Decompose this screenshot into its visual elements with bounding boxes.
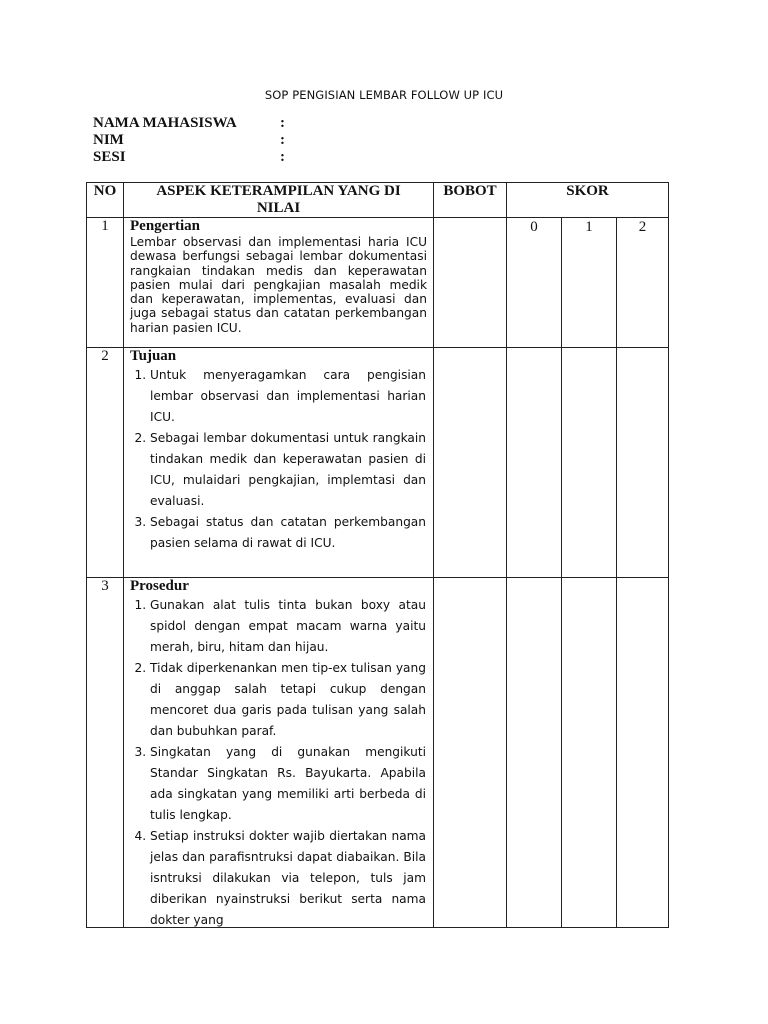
bobot-cell — [434, 348, 507, 578]
row-number: 1 — [87, 218, 124, 348]
section-title: Prosedur — [130, 578, 189, 594]
aspect-cell — [124, 578, 434, 928]
row-number: 3 — [87, 578, 124, 928]
list-item: 4. Setiap instruksi dokter wajib diertakan nama jelas dan parafisntruksi dapat diabaikan. Bila isntruksi dilakukan via telepon, tuls jam diberikan nyainstruksi berikut serta nama dokter yang — [150, 826, 426, 927]
table-row — [87, 578, 669, 928]
student-info — [93, 115, 290, 166]
field-nim — [93, 132, 290, 149]
field-label: NIM — [93, 132, 124, 148]
skor-value: 0 — [507, 218, 562, 348]
list-item: 3. Sebagai status dan catatan perkembangan pasien selama di rawat di ICU. — [150, 512, 426, 554]
skor-cell — [507, 578, 562, 928]
list-item: 3. Singkatan yang di gunakan mengikuti Standar Singkatan Rs. Bayukarta. Apabila ada singkatan yang memiliki arti berbeda di tulis lengkap. — [150, 742, 426, 826]
section-title: Tujuan — [130, 348, 177, 364]
field-nama — [93, 115, 290, 132]
skor-cell — [617, 348, 669, 578]
header-skor: SKOR — [507, 183, 669, 218]
skor-value: 2 — [617, 218, 669, 348]
document-title: SOP PENGISIAN LEMBAR FOLLOW UP ICU — [264, 88, 504, 102]
field-separator: : — [280, 149, 285, 165]
objective-list — [124, 365, 433, 554]
skor-value: 1 — [562, 218, 617, 348]
field-separator: : — [280, 115, 285, 131]
list-item: 2. Tidak diperkenankan men tip-ex tulisan yang di anggap salah tetapi cukup dengan mencoret dua garis pada tulisan yang salah dan bubuhkan paraf. — [150, 658, 426, 742]
table-row — [87, 218, 669, 348]
skor-cell — [562, 348, 617, 578]
skor-cell — [562, 578, 617, 928]
row-number: 2 — [87, 348, 124, 578]
definition-text: Lembar observasi dan implementasi haria ICU dewasa berfungsi sebagai lembar dokumentasi rangkaian tindakan medis dan keperawatan pasien mulai dari pengkajian masalah medik dan keperawatan, implementas, evaluasi dan juga sebagai status dan catatan perkembangan harian pasien ICU. — [130, 235, 427, 335]
header-no: NO — [87, 183, 124, 218]
field-sesi — [93, 149, 290, 166]
aspect-cell — [124, 218, 434, 348]
assessment-table — [86, 182, 669, 928]
field-separator: : — [280, 132, 285, 148]
field-label: SESI — [93, 149, 126, 165]
procedure-list — [124, 595, 433, 927]
header-bobot: BOBOT — [434, 183, 507, 218]
header-aspek: ASPEK KETERAMPILAN YANG DI NILAI — [124, 183, 434, 218]
field-label: NAMA MAHASISWA — [93, 115, 237, 131]
list-item: 2. Sebagai lembar dokumentasi untuk rangkain tindakan medik dan keperawatan pasien di ICU, mulaidari pengkajian, implemtasi dan evaluasi. — [150, 428, 426, 512]
skor-cell — [507, 348, 562, 578]
procedure-clip — [124, 578, 433, 927]
list-item: 1. Untuk menyeragamkan cara pengisian lembar observasi dan implementasi harian ICU. — [150, 365, 426, 428]
table-header-row — [87, 183, 669, 218]
bobot-cell — [434, 218, 507, 348]
list-item: 1. Gunakan alat tulis tinta bukan boxy atau spidol dengan empat macam warna yaitu merah, biru, hitam dan hijau. — [150, 595, 426, 658]
aspect-cell — [124, 348, 434, 578]
section-title: Pengertian — [130, 218, 200, 234]
table-row — [87, 348, 669, 578]
bobot-cell — [434, 578, 507, 928]
skor-cell — [617, 578, 669, 928]
